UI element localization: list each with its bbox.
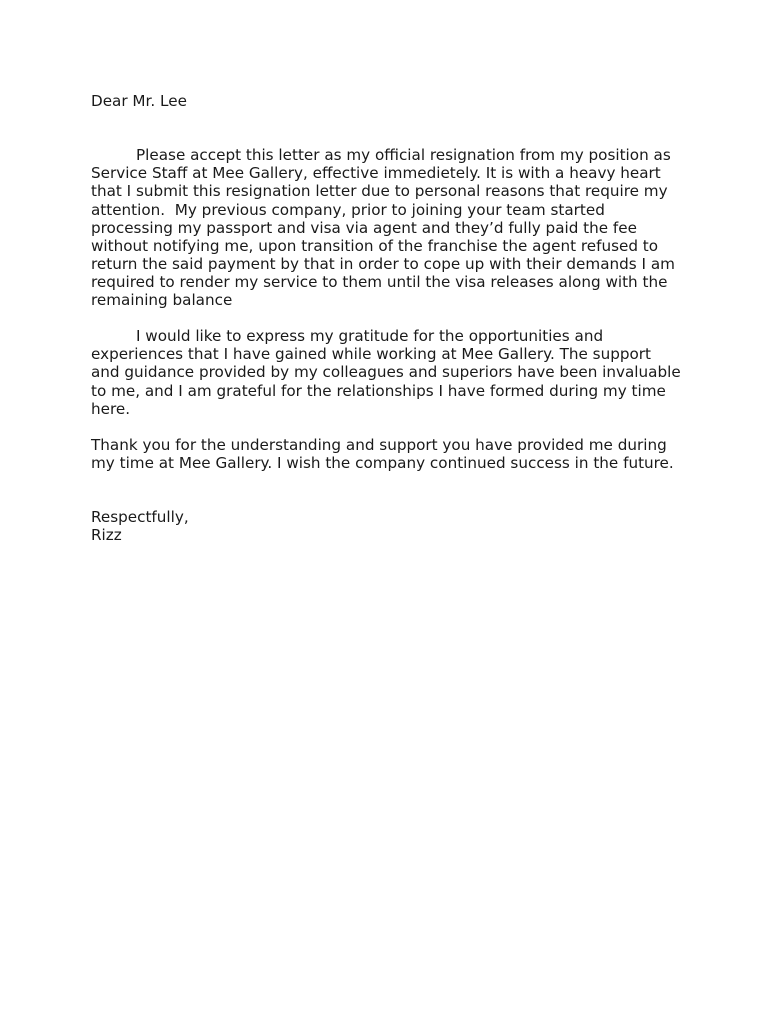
paragraph-line: and guidance provided by my colleagues and superiors have been invaluable [91, 363, 681, 382]
paragraph-line: attention. My previous company, prior to joining your team started [91, 200, 605, 219]
paragraph-line: Please accept this letter as my official resignation from my position as [136, 146, 671, 165]
paragraph-line: that I submit this resignation letter due to personal reasons that require my [91, 182, 668, 201]
paragraph-line: required to render my service to them until the visa releases along with the [91, 272, 668, 291]
paragraph-line: remaining balance [91, 291, 233, 310]
paragraph-line: Thank you for the understanding and support you have provided me during [91, 435, 667, 454]
paragraph-thanks [91, 436, 691, 472]
paragraph-line: Service Staff at Mee Gallery, effective immedietely. It is with a heavy heart [91, 164, 661, 183]
paragraph-resignation [91, 146, 691, 309]
closing: Respectfully, [91, 508, 189, 527]
paragraph-line: without notifying me, upon transition of the franchise the agent refused to [91, 236, 659, 255]
paragraph-line: experiences that I have gained while working at Mee Gallery. The support [91, 345, 651, 364]
paragraph-line: my time at Mee Gallery. I wish the company continued success in the future. [91, 453, 674, 472]
signature-name: Rizz [91, 526, 122, 545]
paragraph-line: here. [91, 399, 131, 418]
paragraph-line: I would like to express my gratitude for the opportunities and [136, 327, 604, 346]
paragraph-line: to me, and I am grateful for the relationships I have formed during my time [91, 381, 666, 400]
paragraph-line: return the said payment by that in order to cope up with their demands I am [91, 254, 675, 273]
paragraph-line: processing my passport and visa via agent and they’d fully paid the fee [91, 218, 637, 237]
salutation: Dear Mr. Lee [91, 92, 187, 110]
paragraph-gratitude [91, 327, 691, 417]
spacer [91, 490, 691, 508]
letter-body [91, 92, 691, 544]
